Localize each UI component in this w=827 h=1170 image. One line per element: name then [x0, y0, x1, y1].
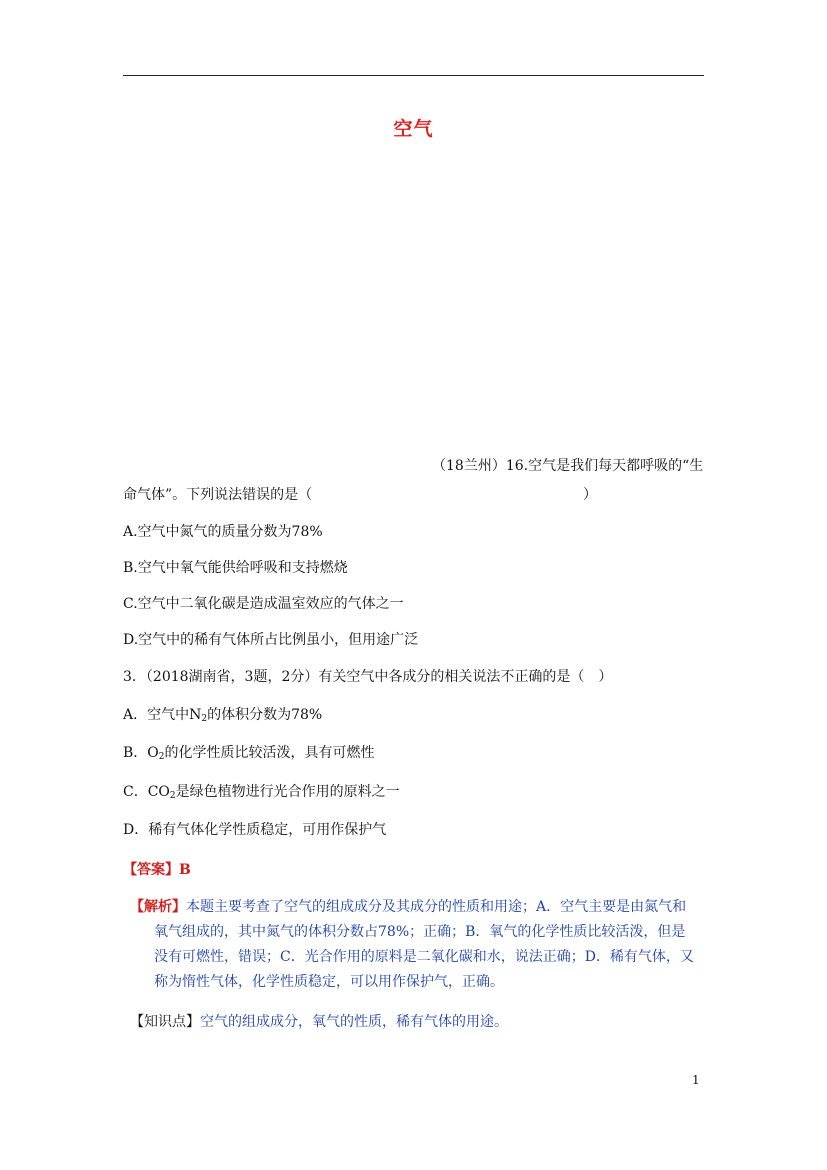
answer-line [123, 860, 191, 880]
analysis-line1 [130, 899, 686, 915]
option-a-prefix: A．空气中N [123, 707, 202, 723]
option-c-prefix: C．CO [123, 784, 170, 800]
option-a-subscript: 2 [201, 714, 208, 724]
question-1-option-b: B.空气中氧气能供给呼吸和支持燃烧 [123, 560, 348, 576]
question-1-option-c: C.空气中二氧化碳是造成温室效应的气体之一 [123, 596, 404, 612]
header-rule [123, 75, 704, 76]
option-b-subscript: 2 [158, 752, 165, 762]
question-3-option-c [123, 782, 400, 802]
question-3-stem: 3．（2018湖南省，3题，2分）有关空气中各成分的相关说法不正确的是（ ） [123, 669, 613, 685]
answer-label: 【答案】 [123, 862, 179, 878]
question-1-stem-line1: （18兰州）16.空气是我们每天都呼吸的“生 [432, 458, 704, 474]
option-c-suffix: 是绿色植物进行光合作用的原料之一 [175, 784, 400, 800]
page-number: 1 [692, 1073, 700, 1087]
option-a-suffix: 的体积分数为78% [207, 707, 323, 723]
knowledge-line [130, 1012, 508, 1032]
question-1-option-d: D.空气中的稀有气体所占比例虽小，但用途广泛 [123, 632, 419, 648]
question-3-option-a [123, 705, 322, 725]
analysis-block [130, 895, 705, 995]
analysis-line3: 没有可燃性，错误；C．光合作用的原料是二氧化碳和水，说法正确；D．稀有气体，又 [154, 949, 694, 965]
knowledge-label: 【知识点】 [130, 1014, 200, 1030]
option-c-subscript: 2 [169, 791, 176, 801]
analysis-label: 【解析】 [130, 899, 186, 915]
answer-value: B [179, 862, 191, 878]
question-3-option-b [123, 743, 375, 763]
option-b-prefix: B．O [123, 745, 159, 761]
question-1-stem-text: 命气体”。下列说法错误的是（ [123, 487, 313, 503]
question-1-option-a: A.空气中氮气的质量分数为78% [123, 524, 323, 540]
analysis-line1-text: 本题主要考查了空气的组成成分及其成分的性质和用途；A．空气主要是由氮气和 [186, 899, 687, 915]
question-3-option-d: D．稀有气体化学性质稳定，可用作保护气 [123, 822, 387, 838]
question-1-blank-close: ） [583, 487, 597, 503]
question-1-stem-line2 [123, 485, 597, 505]
knowledge-text: 空气的组成成分，氧气的性质，稀有气体的用途。 [200, 1014, 508, 1030]
option-b-suffix: 的化学性质比较活泼，具有可燃性 [164, 745, 375, 761]
page-title: 空气 [393, 118, 434, 140]
analysis-line2: 氧气组成的，其中氮气的体积分数占78%；正确；B．氧气的化学性质比较活泼，但是 [154, 924, 686, 940]
analysis-line4: 称为惰性气体，化学性质稳定，可以用作保护气，正确。 [154, 974, 504, 990]
